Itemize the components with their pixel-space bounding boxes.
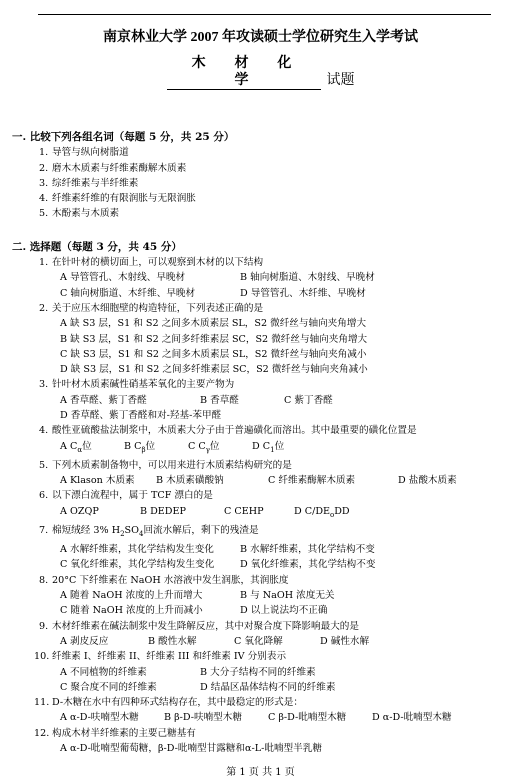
question-text: D-木糖在水中有四种环式结构存在，其中最稳定的形式是： xyxy=(52,697,303,709)
question-text: 关于应压木细胞壁的构造特征，下列表述正确的是 xyxy=(52,302,264,314)
question-number: 4. xyxy=(39,425,49,437)
option: D 盐酸木质素 xyxy=(398,475,457,487)
option: D $C_1$位 xyxy=(252,440,285,454)
option: D 以上说法均不正确 xyxy=(240,605,328,617)
question-number: 8. xyxy=(39,574,49,586)
option: C β-D-吡喃型木糖 xyxy=(268,712,347,724)
question xyxy=(12,301,501,316)
question xyxy=(12,649,501,664)
list-item xyxy=(12,206,501,221)
question-number: 11. xyxy=(34,697,50,709)
item-text: 纤维素纤维的有限润胀与无限润胀 xyxy=(52,193,196,205)
item-number: 3. xyxy=(39,177,49,189)
question-text: 构成木材半纤维素的主要己糖基有 xyxy=(52,727,196,739)
option: A 香草醛、紫丁香醛 xyxy=(60,394,147,406)
option: A 剥皮反应 xyxy=(60,635,109,647)
item-text: 导管与纵向树脂道 xyxy=(52,147,129,159)
option-row xyxy=(12,680,501,695)
question-text: 20°C 下纤维素在 NaOH 水溶液中发生润胀，其润胀度 xyxy=(52,574,289,586)
option: D $C/DE_oDD$ xyxy=(294,505,350,519)
question-text: 纤维素 I、纤维素 II、纤维素 III 和纤维素 IV 分别表示 xyxy=(52,651,287,663)
list-item xyxy=(12,145,501,160)
option: B $C_\beta$位 xyxy=(124,440,156,454)
option: B β-D-呋喃型木糖 xyxy=(164,712,242,724)
item-text: 综纤维素与半纤维素 xyxy=(52,177,139,189)
option: A $C_\alpha$位 xyxy=(60,440,92,454)
exam-word: 试题 xyxy=(326,72,355,88)
question-number: 9. xyxy=(39,620,49,632)
question xyxy=(12,488,501,503)
option: A α-D-呋喃型木糖 xyxy=(60,712,139,724)
question-number: 10. xyxy=(34,651,50,663)
exam-subtitle xyxy=(0,55,521,90)
option-row xyxy=(12,393,501,408)
option: A 导管管孔、木射线、早晚材 xyxy=(60,272,186,284)
item-number: 1. xyxy=(39,147,49,159)
section1-list xyxy=(12,145,501,221)
option: C 氧化降解 xyxy=(234,635,283,647)
option: D 缺 S3 层，S1 和 S2 之间多纤维素层 SC，S2 微纤丝与轴向夹角减小 xyxy=(60,364,368,376)
option: C CEHP xyxy=(224,505,264,517)
question-text: 下列木质素制备物中，可以用来进行木质素结构研究的是 xyxy=(52,459,292,471)
page-footer: 第 1 页 共 1 页 xyxy=(226,767,295,778)
question-number: 12. xyxy=(34,727,50,739)
option: B 大分子结构不同的纤维素 xyxy=(200,666,316,678)
option: A OZQP xyxy=(60,505,99,517)
item-number: 4. xyxy=(39,193,49,205)
list-item xyxy=(12,176,501,191)
option: A 缺 S3 层，S1 和 S2 之间多木质素层 SL，S2 微纤丝与轴向夹角增大 xyxy=(60,318,367,330)
question xyxy=(12,377,501,392)
subject-name: 木 材 化 学 xyxy=(167,55,321,90)
option: A 水解纤维素，其化学结构发生变化 xyxy=(60,544,214,556)
option-row xyxy=(12,504,501,523)
option: D α-D-吡喃型木糖 xyxy=(372,712,452,724)
option: C 聚合度不同的纤维素 xyxy=(60,681,157,693)
section1-title: 一. 比较下列各组名词（每题 5 分，共 25 分） xyxy=(12,131,235,143)
option-row xyxy=(12,603,501,618)
option-row xyxy=(12,665,501,680)
question-text: 棉短绒经 3% $H_2SO_4$回流水解后，剩下的残渣是 xyxy=(52,524,259,538)
question xyxy=(12,695,501,710)
question xyxy=(12,523,501,542)
option: B 香草醛 xyxy=(200,394,239,406)
option: C 纤维素酶解木质素 xyxy=(268,475,356,487)
option-row xyxy=(12,439,501,458)
option: C $C_\gamma$位 xyxy=(188,440,220,454)
item-number: 2. xyxy=(39,162,49,174)
option: C 缺 S3 层，S1 和 S2 之间多木质素层 SL，S2 微纤丝与轴向夹角减小 xyxy=(60,348,367,360)
option: D 香草醛、紫丁香醛和对-羟基-苯甲醛 xyxy=(60,410,222,422)
question-text: 针叶材木质素碱性硝基苯氧化的主要产物为 xyxy=(52,379,235,391)
option-row xyxy=(12,710,501,725)
question-text: 酸性亚硫酸盐法制浆中，木质素大分子由于普遍磺化而溶出。其中最重要的磺化位置是 xyxy=(52,425,417,437)
top-rule xyxy=(38,14,491,15)
option: B 水解纤维素，其化学结构不变 xyxy=(240,544,375,556)
option: C 轴向树脂道、木纤维、早晚材 xyxy=(60,287,196,299)
item-text: 磨木木质素与纤维素酶解木质素 xyxy=(52,162,187,174)
exam-title: 南京林业大学 2007 年攻读硕士学位研究生入学考试 xyxy=(103,30,418,45)
item-number: 5. xyxy=(39,208,49,220)
option: B 与 NaOH 浓度无关 xyxy=(240,590,335,602)
question xyxy=(12,423,501,438)
option: C 紫丁香醛 xyxy=(284,394,333,406)
option: C 氧化纤维素，其化学结构发生变化 xyxy=(60,559,215,571)
option: D 碱性水解 xyxy=(320,635,370,647)
option: A 不同植物的纤维素 xyxy=(60,666,147,678)
question-number: 7. xyxy=(39,524,49,536)
option: D 导管管孔、木纤维、早晚材 xyxy=(240,287,366,299)
question xyxy=(12,726,501,741)
option-row xyxy=(12,286,501,301)
option: B 酸性水解 xyxy=(148,635,197,647)
question xyxy=(12,619,501,634)
option: A 随着 NaOH 浓度的上升而增大 xyxy=(60,590,203,602)
question-number: 3. xyxy=(39,379,49,391)
question-number: 5. xyxy=(39,459,49,471)
option-row xyxy=(12,588,501,603)
question-number: 1. xyxy=(39,257,49,269)
option: B DEDEP xyxy=(140,505,186,517)
question-number: 6. xyxy=(39,490,49,502)
option: B 木质素磺酸钠 xyxy=(156,475,224,487)
list-item xyxy=(12,191,501,206)
question-text: 在针叶材的横切面上，可以观察到木材的以下结构 xyxy=(52,257,264,269)
option-row xyxy=(12,542,501,557)
option: B 轴向树脂道、木射线、早晚材 xyxy=(240,272,375,284)
option-row xyxy=(12,473,501,488)
item-text: 木酚素与木质素 xyxy=(52,208,120,220)
question-text: 木材纤维素在碱法制浆中发生降解反应，其中对聚合度下降影响最大的是 xyxy=(52,620,359,632)
option: B 缺 S3 层，S1 和 S2 之间多纤维素层 SC，S2 微纤丝与轴向夹角增大 xyxy=(60,333,368,345)
question-number: 2. xyxy=(39,302,49,314)
option: C 随着 NaOH 浓度的上升而减小 xyxy=(60,605,203,617)
option: D 氧化纤维素，其化学结构不变 xyxy=(240,559,376,571)
question xyxy=(12,458,501,473)
option: D 结晶区晶体结构不同的纤维素 xyxy=(200,681,336,693)
option-row xyxy=(12,634,501,649)
question xyxy=(12,573,501,588)
option: A Klason 木质素 xyxy=(60,475,135,487)
question xyxy=(12,255,501,270)
exam-content xyxy=(12,130,501,756)
question-text: 以下漂白流程中，属于 TCF 漂白的是 xyxy=(52,490,213,502)
list-item xyxy=(12,161,501,176)
option: A α-D-吡喃型葡萄糖，β-D-吡喃型甘露糖和α-L-吡喃型半乳糖 xyxy=(60,743,322,754)
option-row xyxy=(12,270,501,285)
option-row xyxy=(12,557,501,572)
section2-title: 二. 选择题（每题 3 分，共 45 分） xyxy=(12,240,182,253)
